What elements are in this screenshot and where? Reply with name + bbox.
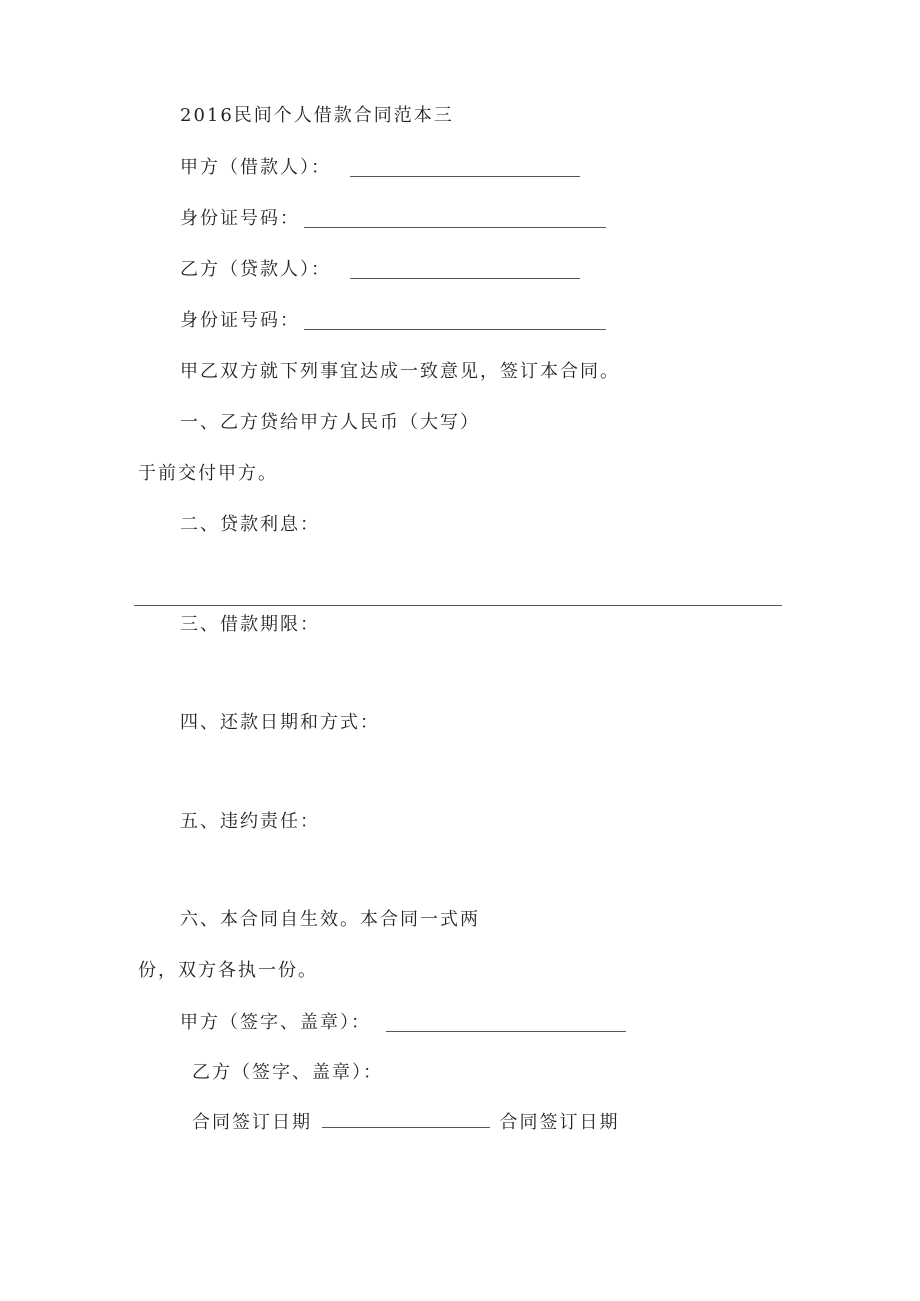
sign-a-label: 甲方（签字、盖章）： xyxy=(180,1012,371,1033)
sign-b-label: 乙方（签字、盖章）： xyxy=(192,1062,383,1083)
id-b-row xyxy=(180,309,300,333)
clause-3: 三、借款期限： xyxy=(180,614,320,635)
agreement-text: 甲乙双方就下列事宜达成一致意见，签订本合同。 xyxy=(180,361,620,382)
id-a-blank[interactable] xyxy=(304,209,606,228)
sign-a-row xyxy=(180,1011,371,1035)
id-a-label: 身份证号码： xyxy=(180,208,300,229)
date-label-2: 合同签订日期 xyxy=(499,1112,620,1133)
id-b-label: 身份证号码： xyxy=(180,310,300,331)
clause-4: 四、还款日期和方式： xyxy=(180,712,380,733)
clause-5: 五、违约责任： xyxy=(180,811,320,832)
party-b-blank[interactable] xyxy=(350,260,580,279)
clause-1-continuation: 于前交付甲方。 xyxy=(138,463,278,484)
clause-6-continuation: 份，双方各执一份。 xyxy=(138,960,318,981)
clause-1: 一、乙方贷给甲方人民币（大写） xyxy=(180,412,480,433)
sign-a-blank[interactable] xyxy=(386,1013,626,1032)
party-a-label: 甲方（借款人）： xyxy=(180,157,331,178)
party-b-row xyxy=(180,258,331,282)
clause-6: 六、本合同自生效。本合同一式两 xyxy=(180,909,480,930)
date-label-1: 合同签订日期 xyxy=(192,1112,312,1133)
interest-blank-line[interactable] xyxy=(134,605,782,606)
id-b-blank[interactable] xyxy=(304,311,606,330)
page-title: 2016民间个人借款合同范本三 xyxy=(180,105,454,126)
id-a-row xyxy=(180,207,300,231)
party-a-blank[interactable] xyxy=(350,158,580,177)
date-row xyxy=(192,1109,619,1135)
date-blank[interactable] xyxy=(322,1109,490,1128)
party-b-label: 乙方（贷款人）： xyxy=(180,259,331,280)
clause-2: 二、贷款利息： xyxy=(180,514,320,535)
party-a-row xyxy=(180,156,331,180)
